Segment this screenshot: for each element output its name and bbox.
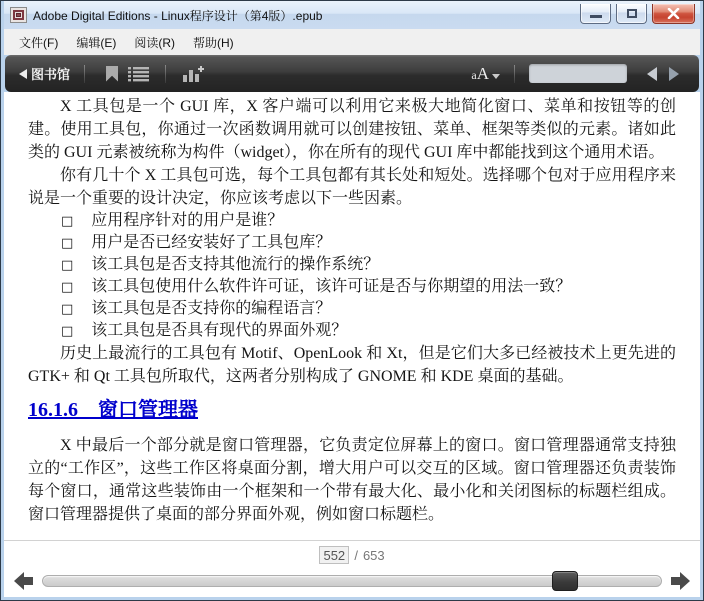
checkbox-marker-icon: □ [61, 324, 74, 339]
bar-chart-plus-icon [182, 65, 204, 83]
checklist-item-text: 该工具包是否具有现代的界面外观？ [91, 322, 348, 339]
library-button-label: 图书馆 [31, 67, 71, 82]
book-page-content [4, 92, 700, 540]
page-slider-handle[interactable] [552, 571, 578, 591]
window-title: Adobe Digital Editions - Linux程序设计（第4版）.epub [33, 8, 323, 23]
checkbox-marker-icon: □ [61, 302, 74, 317]
previous-page-icon [647, 67, 657, 81]
book-paragraph: 你有几十个 X 工具包可选，每个工具包都有其长处和短处。选择哪个包对于应用程序来说是一个重要的设计决定，你应该考虑以下一些因素。 [28, 167, 676, 207]
maximize-button[interactable] [616, 4, 647, 24]
checklist-item [28, 320, 676, 342]
checklist-item-text: 该工具包是否支持你的编程语言？ [91, 300, 332, 317]
section-heading-link[interactable]: 16.1.6 窗口管理器 [28, 399, 198, 421]
title-bar [4, 1, 700, 29]
checklist-item [28, 254, 676, 276]
menu-help[interactable]: 帮助(H) [193, 35, 234, 50]
arrow-right-icon [671, 572, 690, 590]
page-slider-row [4, 565, 700, 597]
font-size-label-small: a [471, 67, 477, 82]
menu-edit[interactable]: 编辑(E) [76, 35, 117, 50]
checklist-item [28, 298, 676, 320]
toolbar-separator [84, 65, 85, 83]
app-icon[interactable] [10, 7, 27, 23]
book-checklist [28, 210, 676, 342]
back-icon [19, 69, 27, 79]
list-icon [128, 66, 149, 82]
bookmark-icon [106, 66, 118, 82]
checklist-item-text: 该工具包是否支持其他流行的操作系统？ [91, 256, 380, 273]
bookmark-button[interactable] [99, 62, 125, 86]
slider-next-button[interactable] [671, 572, 690, 590]
checklist-item-text: 该工具包使用什么软件许可证，该许可证是否与你期望的用法一致？ [91, 278, 572, 295]
close-icon [667, 8, 680, 19]
checkbox-marker-icon: □ [61, 258, 74, 273]
toolbar-separator [165, 65, 166, 83]
previous-page-button[interactable] [641, 63, 663, 85]
page-separator: / [354, 547, 358, 563]
page-slider-track[interactable] [42, 575, 662, 587]
book-paragraph: X 中最后一个部分就是窗口管理器，它负责定位屏幕上的窗口。窗口管理器通常支持独立的“工作区”，这些工作区将桌面分割，增大用户可以交互的区域。窗口管理器还负责装饰每个窗口，通常这些装饰由一个框架和一个带有最大化、最小化和关闭图标的标题栏组成。窗口管理器提供了桌面的部分界面外观，例如窗口标题栏。 [28, 437, 676, 523]
reading-toolbar [5, 55, 699, 92]
checklist-item-text: 应用程序针对的用户是谁？ [91, 212, 284, 229]
table-of-contents-button[interactable] [125, 62, 151, 86]
minimize-icon [590, 15, 602, 18]
annotations-button[interactable] [180, 62, 206, 86]
chevron-down-icon [492, 74, 500, 79]
checkbox-marker-icon: □ [61, 236, 74, 251]
checklist-item-text: 用户是否已经安装好了工具包库？ [91, 234, 332, 251]
slider-prev-button[interactable] [14, 572, 33, 590]
font-size-label-big: A [476, 63, 489, 83]
maximize-icon [627, 9, 637, 18]
checklist-item [28, 210, 676, 232]
checkbox-marker-icon: □ [61, 280, 74, 295]
total-pages-label: 653 [362, 547, 385, 563]
toolbar-separator [514, 65, 515, 83]
back-to-library-button[interactable] [19, 64, 70, 83]
checklist-item [28, 232, 676, 254]
menu-reading[interactable]: 阅读(R) [134, 35, 175, 50]
menu-file[interactable]: 文件(F) [19, 35, 59, 50]
next-page-icon [669, 67, 679, 81]
font-size-button[interactable] [471, 64, 500, 84]
close-button[interactable] [652, 4, 695, 24]
arrow-left-icon [14, 572, 33, 590]
page-navigation-bar [4, 540, 700, 597]
page-indicator [4, 545, 700, 565]
book-paragraph: X 工具包是一个 GUI 库，X 客户端可以利用它来极大地简化窗口、菜单和按钮等的创建。使用工具包，你通过一次函数调用就可以创建按钮、菜单、框架等类似的元素。诸如此类的 GUI 元素被统称为构件（widget），你在所有的现代 GUI 库中都能找到这个通用术语。 [28, 98, 676, 161]
menu-bar [4, 29, 700, 55]
search-input[interactable] [529, 64, 627, 83]
current-page-input[interactable] [319, 546, 349, 564]
book-paragraph: 历史上最流行的工具包有 Motif、OpenLook 和 Xt，但是它们大多已经被技术上更先进的 GTK+ 和 Qt 工具包所取代，这两者分别构成了 GNOME 和 KDE 桌面的基础。 [28, 345, 676, 385]
next-page-button[interactable] [663, 63, 685, 85]
checklist-item [28, 276, 676, 298]
minimize-button[interactable] [580, 4, 611, 24]
checkbox-marker-icon: □ [61, 214, 74, 229]
